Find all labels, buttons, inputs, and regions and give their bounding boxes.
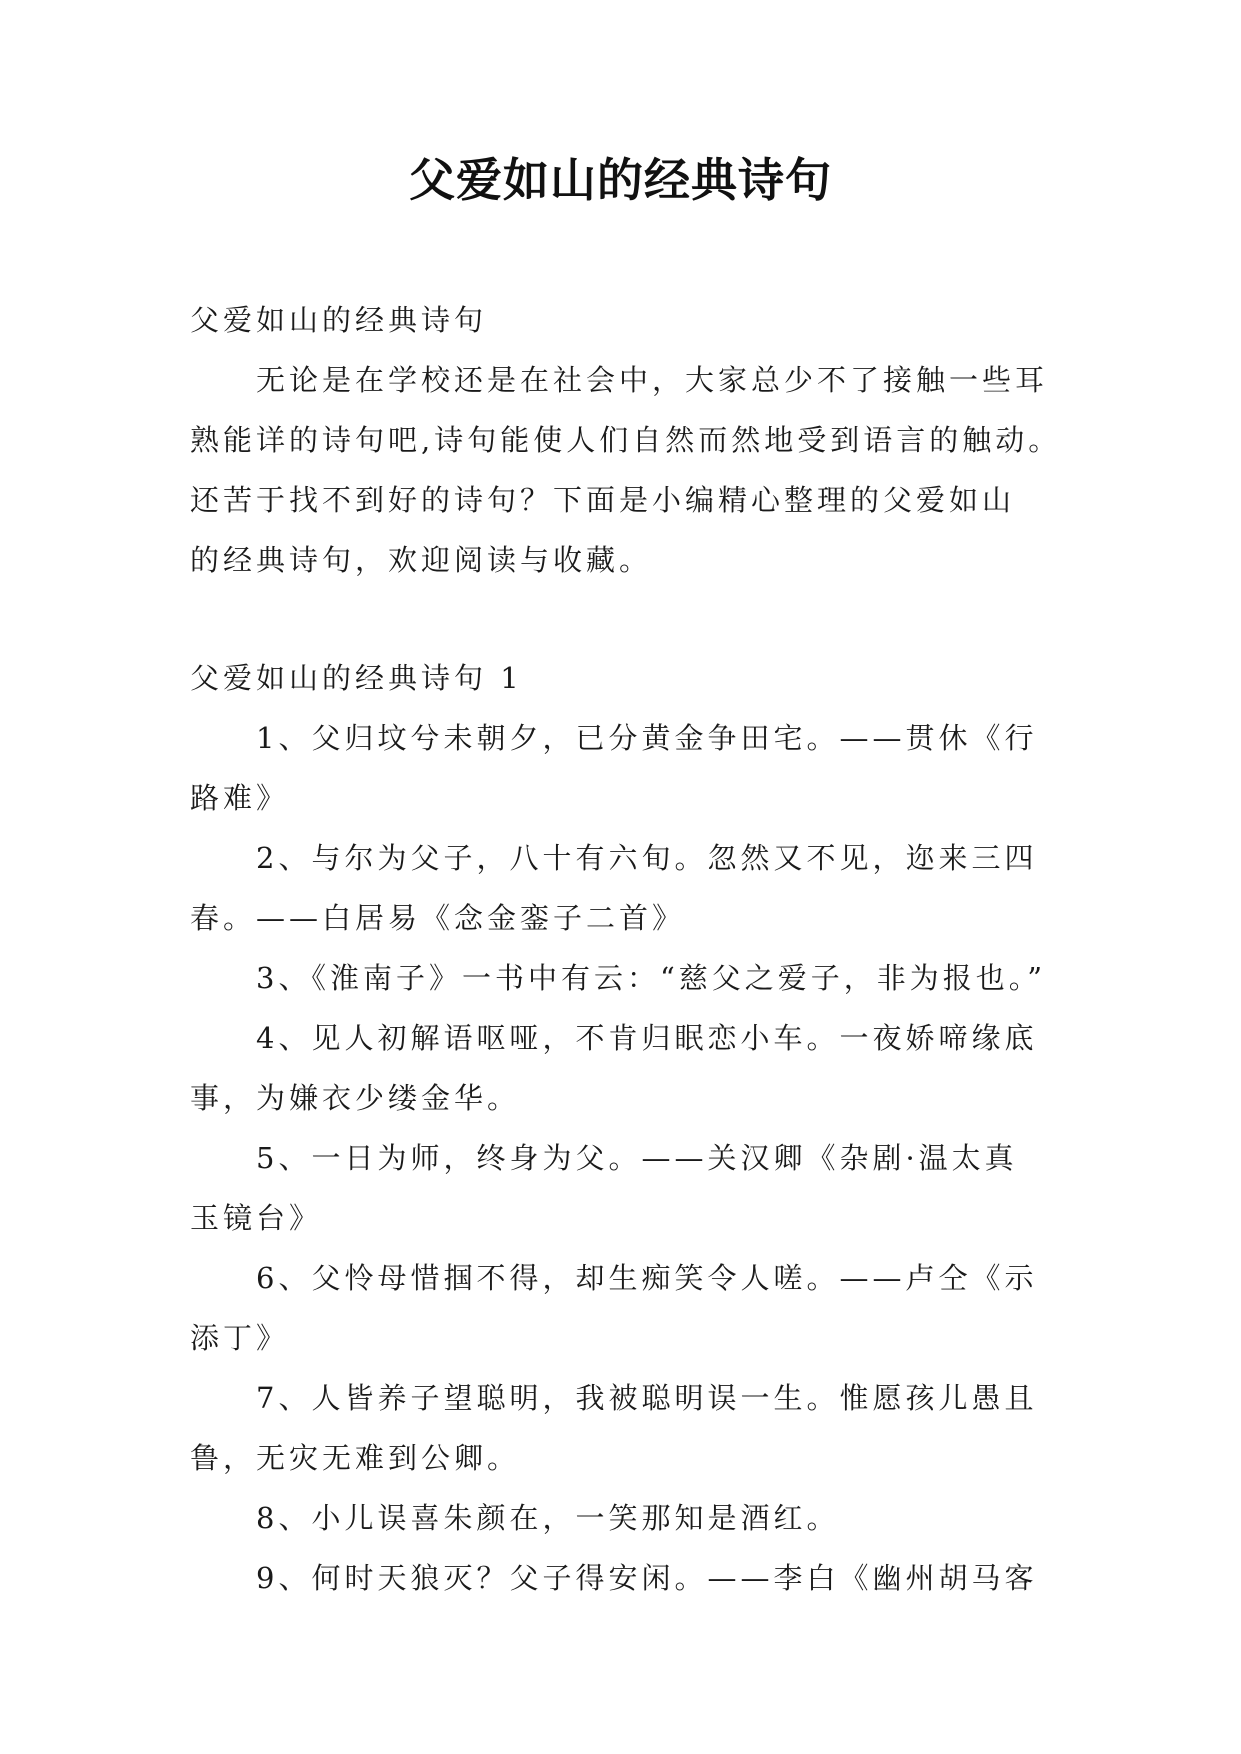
- poem-item: 8、小儿误喜朱颜在，一笑那知是酒红。: [256, 1501, 840, 1535]
- poem-item: 3、《淮南子》一书中有云：“慈父之爱子，非为报也。”: [256, 961, 1047, 995]
- intro-line: 的经典诗句，欢迎阅读与收藏。: [190, 543, 653, 577]
- poem-item: 9、何时天狼灭？父子得安闲。——李白《幽州胡马客: [256, 1561, 1038, 1595]
- paragraph-spacer: [190, 590, 1050, 648]
- poem-item-continuation: 玉镜台》: [190, 1201, 323, 1235]
- poem-item-continuation: 添丁》: [190, 1321, 290, 1355]
- poem-item: 4、见人初解语呕哑，不肯归眠恋小车。一夜娇啼缘底: [256, 1021, 1038, 1055]
- poem-item-continuation: 路难》: [190, 781, 290, 815]
- intro-line: 无论是在学校还是在社会中，大家总少不了接触一些耳: [256, 363, 1049, 397]
- poem-item-continuation: 鲁，无灾无难到公卿。: [190, 1441, 521, 1475]
- poem-item-continuation: 事，为嫌衣少缕金华。: [190, 1081, 521, 1115]
- poem-item: 5、一日为师，终身为父。——关汉卿《杂剧·温太真: [256, 1141, 1018, 1175]
- intro-line: 熟能详的诗句吧,诗句能使人们自然而然地受到语言的触动。: [190, 423, 1062, 457]
- poem-item: 7、人皆养子望聪明，我被聪明误一生。惟愿孩儿愚且: [256, 1381, 1038, 1415]
- poem-item: 6、父怜母惜掴不得，却生痴笑令人嗟。——卢仝《示: [256, 1261, 1038, 1295]
- document-body: [190, 290, 1062, 1608]
- section-heading: 父爱如山的经典诗句 1: [190, 661, 523, 695]
- poem-item-continuation: 春。——白居易《念金銮子二首》: [190, 901, 686, 935]
- intro-line: 还苦于找不到好的诗句？下面是小编精心整理的父爱如山: [190, 483, 1016, 517]
- poem-item: 2、与尔为父子，八十有六旬。忽然又不见，迩来三四: [256, 841, 1038, 875]
- document-title: 父爱如山的经典诗句: [409, 153, 832, 207]
- poem-item: 1、父归坟兮未朝夕，已分黄金争田宅。——贯休《行: [256, 721, 1038, 755]
- subtitle: 父爱如山的经典诗句: [190, 303, 488, 337]
